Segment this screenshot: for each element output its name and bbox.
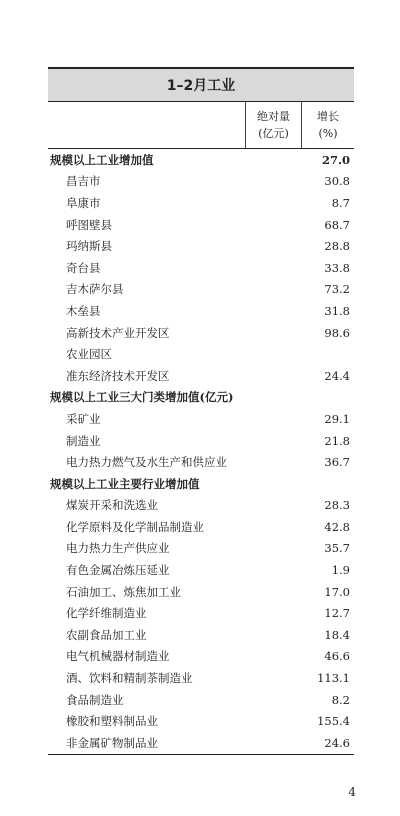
row-label: 食品制造业	[66, 692, 124, 707]
table-row	[48, 192, 354, 214]
row-growth-value: 98.6	[324, 325, 350, 340]
table-row	[48, 300, 354, 322]
row-label: 规模以上工业主要行业增加值	[50, 476, 200, 491]
section-row	[48, 387, 354, 409]
row-growth-value: 30.8	[324, 174, 350, 189]
row-label: 有色金属冶炼压延业	[66, 563, 170, 578]
row-growth-value: 8.7	[331, 195, 350, 210]
table-row	[48, 408, 354, 430]
section-row	[48, 149, 354, 171]
row-growth-value: 113.1	[317, 671, 350, 686]
header-growth-line1: 增长	[317, 110, 339, 123]
row-growth-value: 42.8	[324, 519, 350, 534]
row-label: 电气机械器材制造业	[66, 649, 170, 664]
row-growth-value: 24.4	[324, 368, 350, 383]
row-label: 采矿业	[66, 411, 101, 426]
table-header	[48, 102, 354, 149]
row-label: 吉木萨尔县	[66, 282, 124, 297]
header-absolute-line1: 绝对量	[257, 110, 290, 123]
row-growth-value: 68.7	[324, 217, 350, 232]
table-row	[48, 171, 354, 193]
row-label: 电力热力生产供应业	[66, 541, 170, 556]
row-label: 制造业	[66, 433, 101, 448]
table-row	[48, 602, 354, 624]
row-growth-value: 155.4	[317, 714, 350, 729]
header-growth	[302, 102, 354, 148]
page-number: 4	[348, 785, 356, 799]
row-growth-value: 28.8	[324, 239, 350, 254]
table-row	[48, 581, 354, 603]
table-row	[48, 235, 354, 257]
row-growth-value: 18.4	[324, 627, 350, 642]
table-row	[48, 624, 354, 646]
row-label: 酒、饮料和精制茶制造业	[66, 671, 193, 686]
table-row	[48, 538, 354, 560]
industry-table	[48, 67, 354, 755]
table-row	[48, 343, 354, 365]
row-growth-value: 28.3	[324, 498, 350, 513]
table-row	[48, 365, 354, 387]
row-growth-value: 12.7	[324, 606, 350, 621]
table-row	[48, 257, 354, 279]
row-label: 电力热力燃气及水生产和供应业	[66, 455, 227, 470]
row-label: 高新技术产业开发区	[66, 325, 170, 340]
row-label: 化学原料及化学制品制造业	[66, 519, 204, 534]
row-label: 阜康市	[66, 195, 101, 210]
row-growth-value: 46.6	[324, 649, 350, 664]
row-label: 规模以上工业增加值	[50, 152, 154, 167]
table-row	[48, 710, 354, 732]
header-blank	[48, 102, 245, 148]
table-row	[48, 732, 354, 754]
table-row	[48, 516, 354, 538]
row-growth-value: 1.9	[331, 563, 350, 578]
row-label: 橡胶和塑料制品业	[66, 714, 158, 729]
row-growth-value: 73.2	[324, 282, 350, 297]
row-label: 昌吉市	[66, 174, 101, 189]
table-row	[48, 646, 354, 668]
row-label: 农副食品加工业	[66, 627, 147, 642]
row-growth-value: 31.8	[324, 303, 350, 318]
row-label: 规模以上工业三大门类增加值(亿元)	[50, 390, 234, 405]
table-row	[48, 495, 354, 517]
row-label: 化学纤维制造业	[66, 606, 147, 621]
table-title: 1–2月工业	[48, 67, 354, 102]
header-absolute-line2: (亿元)	[258, 127, 289, 140]
table-row	[48, 667, 354, 689]
row-label: 农业园区	[66, 347, 112, 362]
table-row	[48, 279, 354, 301]
table-row	[48, 214, 354, 236]
section-row	[48, 473, 354, 495]
table-row	[48, 689, 354, 711]
table-row	[48, 430, 354, 452]
row-label: 石油加工、炼焦加工业	[66, 584, 181, 599]
row-label: 非金属矿物制品业	[66, 735, 158, 750]
header-growth-line2: (%)	[318, 127, 338, 140]
table-row	[48, 559, 354, 581]
row-label: 奇台县	[66, 260, 101, 275]
row-growth-value: 17.0	[324, 584, 350, 599]
row-label: 准东经济技术开发区	[66, 368, 170, 383]
row-growth-value: 33.8	[324, 260, 350, 275]
row-label: 木垒县	[66, 303, 101, 318]
row-growth-value: 27.0	[321, 152, 350, 167]
row-growth-value: 8.2	[331, 692, 350, 707]
row-growth-value: 35.7	[324, 541, 350, 556]
row-label: 玛纳斯县	[66, 239, 112, 254]
row-growth-value: 21.8	[324, 433, 350, 448]
row-label: 呼图壁县	[66, 217, 112, 232]
header-absolute-amount	[245, 102, 302, 148]
row-label: 煤炭开采和洗选业	[66, 498, 158, 513]
row-growth-value: 36.7	[324, 455, 350, 470]
row-growth-value: 24.6	[324, 735, 350, 750]
table-body	[48, 149, 354, 755]
row-growth-value: 29.1	[324, 411, 350, 426]
table-row	[48, 322, 354, 344]
table-row	[48, 451, 354, 473]
